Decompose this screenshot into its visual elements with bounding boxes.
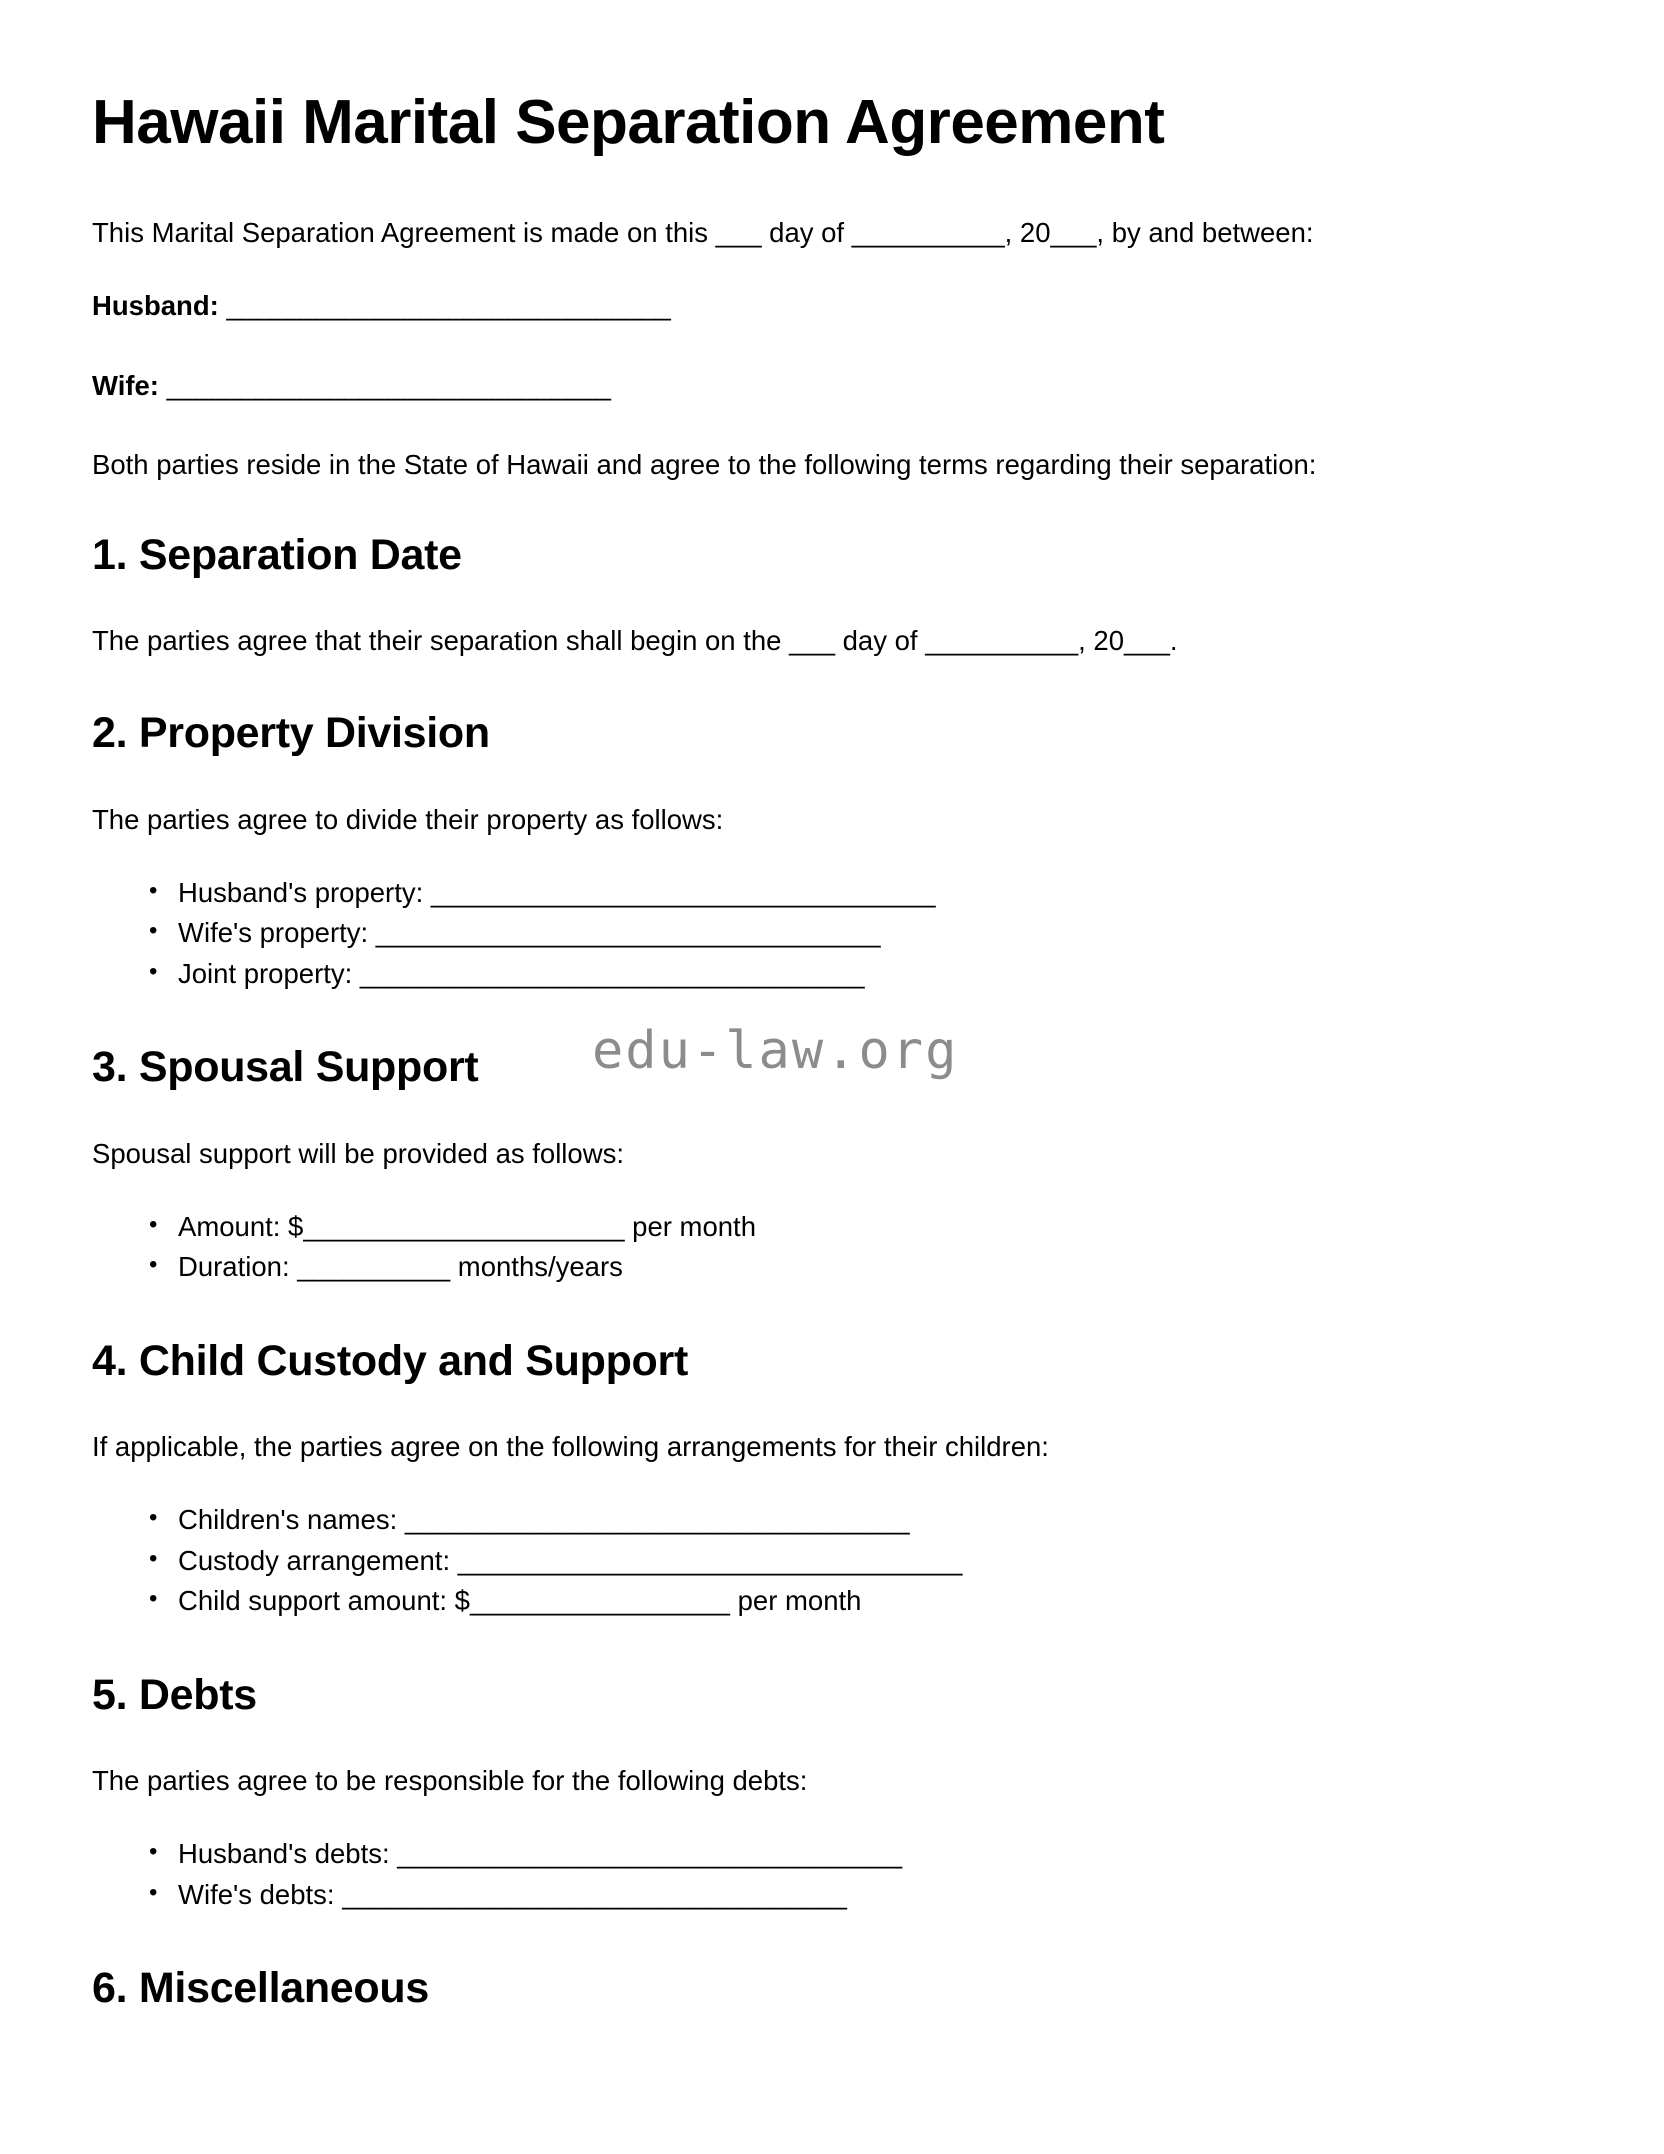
list-item: • Amount: $_____________________ per month xyxy=(178,1207,1552,1247)
list-item: • Custody arrangement: _________________________________ xyxy=(178,1541,1552,1581)
section-body-5: The parties agree to be responsible for the following debts: xyxy=(92,1765,808,1797)
section-heading-5: 5. Debts xyxy=(92,1670,257,1719)
list-item: • Duration: __________ months/years xyxy=(178,1247,1552,1287)
wife-label: Wife: xyxy=(92,369,159,401)
section-heading-2: 2. Property Division xyxy=(92,709,490,758)
husband-signature-blank[interactable]: ______________________________ xyxy=(226,290,671,322)
section-body-4: If applicable, the parties agree on the following arrangements for their children: xyxy=(92,1431,1049,1463)
list-item: • Wife's property: _________________________________ xyxy=(178,913,1552,953)
list-item: • Wife's debts: _________________________________ xyxy=(178,1875,1552,1915)
page-title: Hawaii Marital Separation Agreement xyxy=(92,88,1165,157)
section-heading-6: 6. Miscellaneous xyxy=(92,1964,429,2013)
section-body-2: The parties agree to divide their property as follows: xyxy=(92,803,724,835)
wife-signature-blank[interactable]: ______________________________ xyxy=(166,369,611,401)
section-3-bullet-list xyxy=(92,1207,1552,1288)
section-2-bullet-list xyxy=(92,873,1552,994)
list-item: • Child support amount: $_________________ per month xyxy=(178,1581,1552,1621)
section-heading-4: 4. Child Custody and Support xyxy=(92,1336,688,1385)
wife-party-line xyxy=(92,366,1552,405)
list-item: • Husband's property: _________________________________ xyxy=(178,873,1552,913)
section-heading-3: 3. Spousal Support xyxy=(92,1043,479,1092)
husband-label: Husband: xyxy=(92,290,219,322)
section-5-bullet-list xyxy=(92,1834,1552,1915)
residency-paragraph: Both parties reside in the State of Hawaii and agree to the following terms regarding their separation: xyxy=(92,448,1317,480)
watermark-text: edu-law.org xyxy=(592,1021,959,1081)
husband-party-line xyxy=(92,286,1552,325)
intro-paragraph: This Marital Separation Agreement is made on this ___ day of __________, 20___, by and between: xyxy=(92,217,1314,249)
section-body-1: The parties agree that their separation shall begin on the ___ day of __________, 20___. xyxy=(92,625,1178,657)
section-4-bullet-list xyxy=(92,1500,1552,1621)
list-item: • Children's names: _________________________________ xyxy=(178,1500,1552,1540)
section-heading-1: 1. Separation Date xyxy=(92,530,462,579)
section-body-3: Spousal support will be provided as follows: xyxy=(92,1137,624,1169)
list-item: • Joint property: _________________________________ xyxy=(178,954,1552,994)
list-item: • Husband's debts: _________________________________ xyxy=(178,1834,1552,1874)
